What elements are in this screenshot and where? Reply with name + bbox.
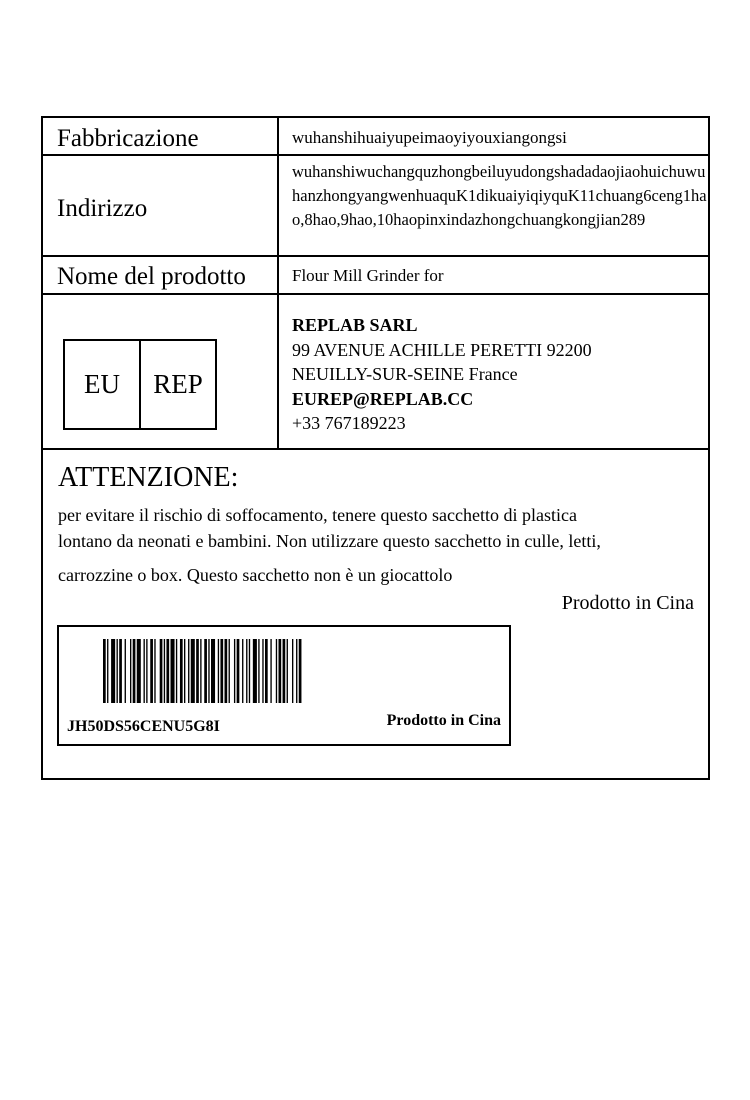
- barcode-bar: [211, 639, 215, 703]
- barcode-bar: [279, 639, 282, 703]
- barcode-bar: [249, 639, 250, 703]
- barcode-bar: [160, 639, 163, 703]
- warning-line: per evitare il rischio di soffocamento, tenere questo sacchetto di plastica: [58, 505, 577, 525]
- barcode-bar: [234, 639, 235, 703]
- eu-rep-symbol: [63, 339, 217, 430]
- barcode-bar: [296, 639, 297, 703]
- warning-line: carrozzine o box. Questo sacchetto non è un giocattolo: [58, 565, 453, 585]
- product-label: [41, 116, 710, 780]
- barcode-bar: [107, 639, 108, 703]
- eu-rep-details: [292, 313, 592, 436]
- barcode-made-in: Prodotto in Cina: [386, 712, 501, 729]
- barcode-bar: [287, 639, 288, 703]
- barcode-graphic: [103, 639, 465, 703]
- eu-rep-eu-text: EU: [84, 369, 120, 399]
- barcode-bar: [146, 639, 147, 703]
- row-divider: [43, 448, 708, 450]
- barcode-bar: [144, 639, 145, 703]
- row-divider: [43, 154, 708, 156]
- barcode-bar: [299, 639, 302, 703]
- barcode-bar: [111, 639, 115, 703]
- barcode-bar: [184, 639, 185, 703]
- barcode-panel: [57, 625, 511, 746]
- barcode-bar: [283, 639, 286, 703]
- manufacturer-value: wuhanshihuaiyupeimaoyiyouxiangongsi: [292, 128, 567, 147]
- eu-rep-company: REPLAB SARL: [292, 315, 418, 335]
- barcode-bar: [117, 639, 118, 703]
- barcode-bar: [137, 639, 141, 703]
- barcode-bar: [130, 639, 131, 703]
- barcode-bar: [237, 639, 240, 703]
- barcode-bar: [103, 639, 106, 703]
- barcode-bar: [200, 639, 201, 703]
- barcode-bar: [246, 639, 247, 703]
- warning-title: ATTENZIONE:: [58, 462, 239, 493]
- barcode-bar: [188, 639, 189, 703]
- barcode-bar: [265, 639, 268, 703]
- row-divider: [43, 255, 708, 257]
- manufacturer-label: Fabbricazione: [57, 125, 199, 152]
- barcode-bar: [262, 639, 263, 703]
- barcode-bar: [171, 639, 175, 703]
- barcode-bar: [164, 639, 165, 703]
- barcode-code: JH50DS56CENU5G8I: [67, 718, 220, 735]
- eu-rep-email: EUREP@REPLAB.CC: [292, 388, 474, 409]
- barcode-bar: [229, 639, 230, 703]
- eu-rep-address-line2: NEUILLY-SUR-SEINE France: [292, 364, 518, 384]
- barcode-bar: [208, 639, 209, 703]
- address-value: wuhanshiwuchangquzhongbeiluyudongshadadaojiaohuichuwuhanzhongyangwenhuaquK1dikuaiyiqiyquK11chuang6ceng1hao,8hao,9hao,10haopinxindazhongchuangkongjian289: [292, 162, 707, 229]
- barcode-bar: [133, 639, 136, 703]
- barcode-bar: [125, 639, 126, 703]
- made-in-text: Prodotto in Cina: [561, 592, 694, 614]
- product-name-value: Flour Mill Grinder for: [292, 266, 444, 285]
- column-divider: [277, 118, 279, 448]
- barcode-bar: [150, 639, 153, 703]
- warning-line: lontano da neonati e bambini. Non utilizzare questo sacchetto in culle, letti,: [58, 531, 601, 551]
- barcode-bar: [196, 639, 199, 703]
- barcode-bar: [176, 639, 177, 703]
- barcode-bar: [220, 639, 223, 703]
- address-label: Indirizzo: [57, 195, 148, 222]
- warning-text: [58, 502, 698, 588]
- eu-rep-address-line1: 99 AVENUE ACHILLE PERETTI 92200: [292, 339, 592, 360]
- barcode-bar: [218, 639, 219, 703]
- barcode-bar: [204, 639, 207, 703]
- eu-rep-phone: +33 767189223: [292, 413, 406, 433]
- barcode-bar: [276, 639, 277, 703]
- barcode-bar: [166, 639, 169, 703]
- eu-rep-rep-text: REP: [153, 369, 203, 399]
- barcode-bar: [225, 639, 228, 703]
- barcode-bar: [242, 639, 243, 703]
- barcode-bar: [292, 639, 293, 703]
- barcode-bar: [253, 639, 257, 703]
- product-name-label: Nome del prodotto: [57, 263, 246, 290]
- barcode-bar: [258, 639, 259, 703]
- barcode-bar: [154, 639, 155, 703]
- barcode-bar: [191, 639, 195, 703]
- barcode-bar: [119, 639, 122, 703]
- barcode-bar: [180, 639, 183, 703]
- barcode-bar: [270, 639, 271, 703]
- row-divider: [43, 293, 708, 295]
